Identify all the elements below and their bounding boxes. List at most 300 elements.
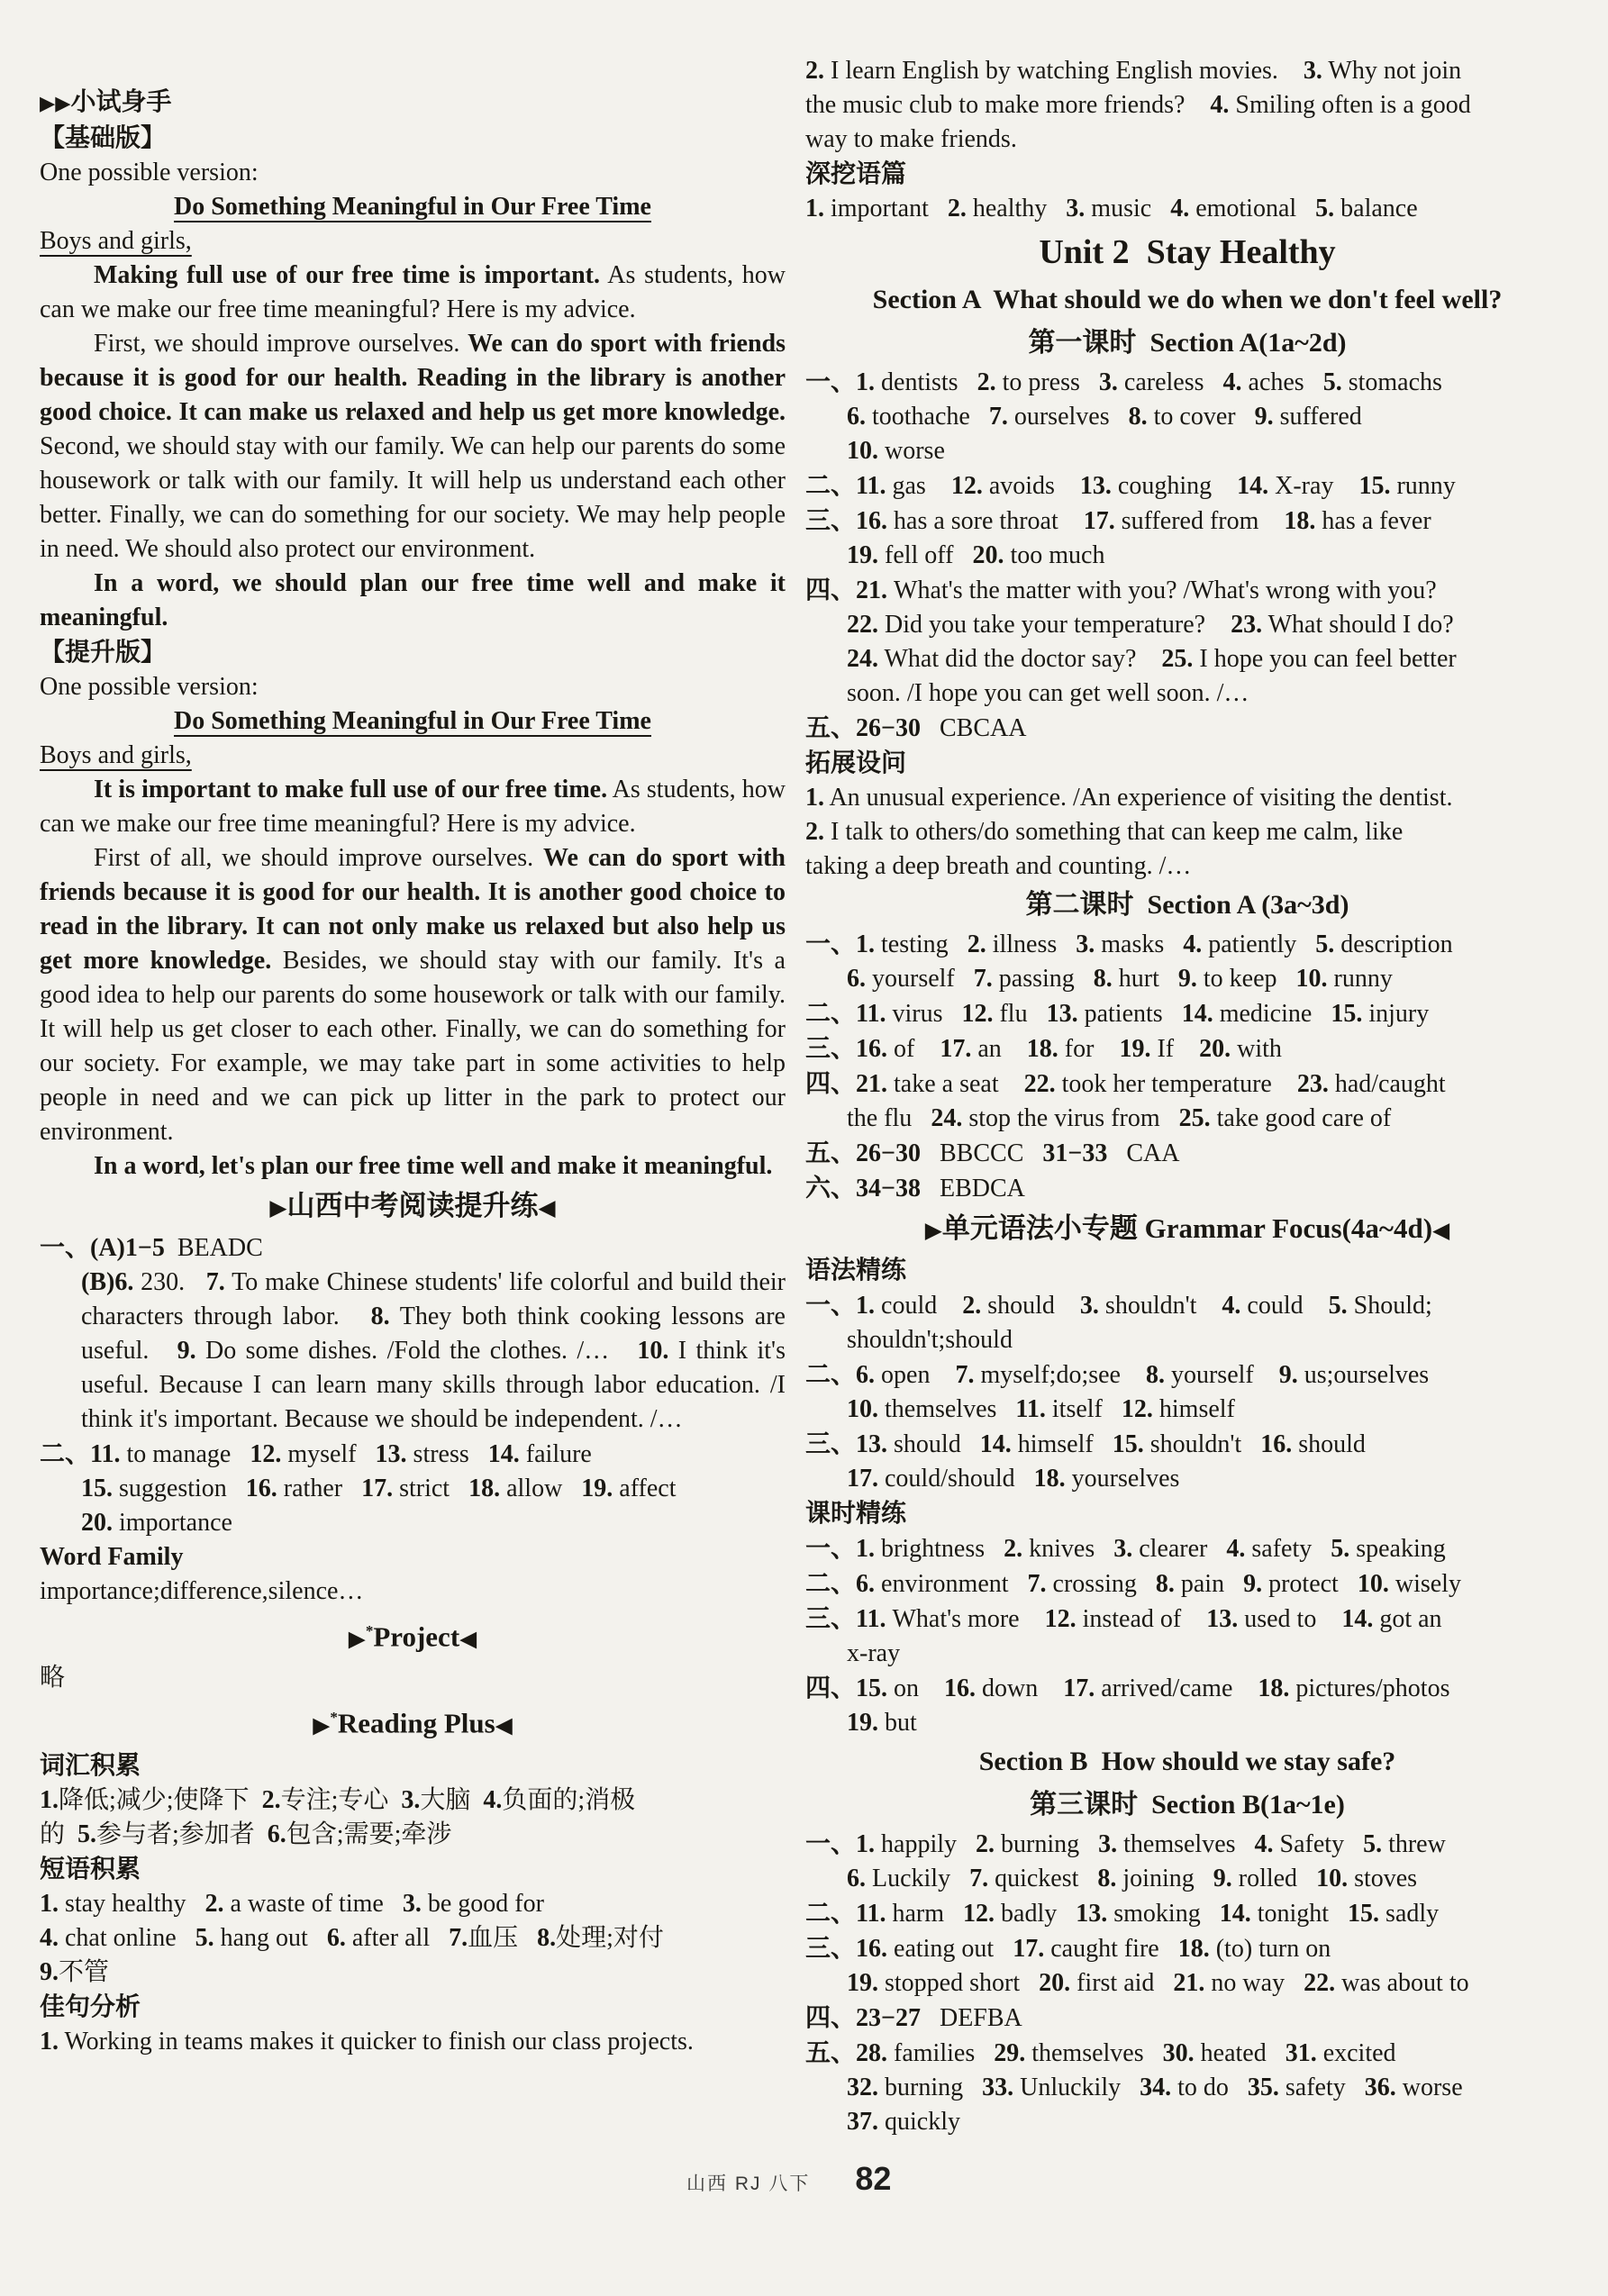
text-line [40, 1818, 786, 1852]
text-segment: 9. [1254, 403, 1274, 431]
text-segment: 2. [805, 57, 824, 85]
text-segment: They both think cooking lessons are useful. [81, 1302, 786, 1365]
text-segment: 9. [1177, 965, 1197, 993]
text-segment: 7. [955, 1361, 975, 1389]
text-segment: but [878, 1709, 917, 1737]
text-segment: 略 [40, 1664, 66, 1693]
text-segment: suffered [1273, 403, 1362, 431]
text-segment: 9. [1243, 1570, 1263, 1598]
text-segment: 12. [1044, 1605, 1077, 1633]
text-segment: for [1058, 1035, 1120, 1063]
text-segment: Second, we should stay with our family. We can help our parents do some housework or talk with our family. It will help us understand each other better. Finally, we can do something for our society. We may help people in need. We should also protect our environment. [40, 432, 786, 563]
text-segment: shouldn't [1143, 1430, 1261, 1458]
text-line [805, 1931, 1569, 1966]
text-line [805, 573, 1569, 608]
text-segment: should [887, 1430, 980, 1458]
essay-salutation [40, 739, 786, 773]
text-segment: 12. [250, 1440, 282, 1468]
text-line [805, 2105, 1569, 2139]
text-segment: smoking [1107, 1900, 1220, 1928]
text-segment: 6. [847, 965, 866, 993]
text-segment: 【基础版】 [40, 123, 167, 151]
text-segment: yourself [866, 965, 974, 993]
text-segment: 230. [133, 1268, 206, 1296]
text-line [40, 1472, 786, 1506]
text-segment: 三、 [805, 506, 857, 534]
text-segment: 一、 [40, 1233, 91, 1261]
text-segment: 26−30 [856, 1139, 921, 1167]
text-segment: coughing [1111, 472, 1238, 500]
text-segment: 3. [1079, 1292, 1099, 1320]
text-segment: An unusual experience. /An experience of visiting the dentist. [824, 784, 1453, 812]
triangle-marker-icon: ◀ [538, 1194, 556, 1221]
text-segment: As students, how can we make our free time meaningful? Here is my advice. [40, 261, 786, 323]
text-segment: yourselves [1065, 1465, 1180, 1493]
unit-title [805, 226, 1569, 278]
text-segment: 21. [1173, 1969, 1205, 1997]
text-segment: 处理;对付 [556, 1923, 664, 1952]
text-segment: 17. [1083, 507, 1115, 535]
text-segment: could/should [878, 1465, 1034, 1493]
triangle-marker-icon: ▶ [269, 1194, 287, 1221]
text-segment: 18. [1258, 1674, 1290, 1702]
text-segment: 5. [1331, 1535, 1350, 1563]
text-line [805, 1427, 1569, 1462]
text-segment: 佳句分析 [40, 1992, 141, 2020]
text-segment: 5. [1315, 930, 1335, 958]
text-segment: 17. [940, 1035, 972, 1063]
text-segment: 第一课时 [1028, 328, 1137, 358]
text-line [40, 1437, 786, 1472]
text-segment: 5. [1322, 368, 1342, 396]
text-line [40, 841, 786, 1149]
text-segment: caught fire [1044, 1935, 1178, 1963]
text-segment: healthy [966, 195, 1067, 222]
text-segment: 1. [40, 1785, 59, 1814]
heading-extension-questions [805, 746, 1569, 781]
text-line [40, 567, 786, 635]
text-segment: 2. [261, 1785, 281, 1814]
text-line [805, 1531, 1569, 1566]
text-segment: 第三课时 [1030, 1790, 1139, 1820]
text-segment: Do some dishes. /Fold the clothes. /… [195, 1337, 638, 1365]
text-segment: 32. [847, 2074, 878, 2101]
text-segment: 4. [483, 1785, 503, 1814]
text-segment: knives [1022, 1535, 1114, 1563]
text-segment: 13. [1206, 1605, 1239, 1633]
edition-label: 山西 RJ 八下 [686, 2173, 811, 2194]
text-segment: 7. [205, 1268, 225, 1296]
text-segment: Word Family [40, 1543, 184, 1571]
section-b-title [805, 1740, 1569, 1783]
heading-sentence-analysis [40, 1990, 786, 2025]
text-segment: Safety [1273, 1830, 1364, 1858]
text-segment: 一、 [805, 1534, 857, 1562]
text-line [805, 1171, 1569, 1206]
text-line [40, 1266, 786, 1437]
text-segment: passing [992, 965, 1094, 993]
text-segment: 13. [1079, 472, 1112, 500]
text-segment: 11. [1015, 1395, 1046, 1423]
text-segment: DEFBA [920, 2004, 1022, 2032]
text-segment: 18. [1284, 507, 1316, 535]
text-segment: 一、 [805, 368, 857, 395]
text-segment [1138, 1790, 1151, 1820]
text-segment: 6. [856, 1361, 876, 1389]
text-segment: Grammar Focus(4a~4d) [1144, 1212, 1433, 1244]
text-segment: 6. [856, 1570, 876, 1598]
text-line [805, 434, 1569, 468]
text-segment: stoves [1348, 1865, 1418, 1892]
text-segment: 山西中考阅读提升练 [286, 1190, 539, 1221]
text-segment: 3. [1076, 930, 1095, 958]
text-segment: 2. [1004, 1535, 1023, 1563]
text-segment: It is important to make full use of our free time. [94, 776, 608, 803]
text-segment: Reading Plus [337, 1707, 495, 1739]
text-segment: worse [1395, 2074, 1463, 2101]
text-segment: 短语积累 [40, 1854, 141, 1883]
text-segment: had/caught [1328, 1070, 1446, 1098]
text-segment: What should I do? [1262, 611, 1454, 639]
text-segment: hang out [213, 1923, 327, 1952]
text-segment: 15. [81, 1475, 113, 1502]
text-segment: 34. [1140, 2074, 1172, 2101]
heading-deep-dig-passage [805, 157, 1569, 192]
text-segment: 1. [805, 784, 824, 812]
text-line [805, 1288, 1569, 1323]
text-segment: (A)1−5 [90, 1234, 165, 1262]
text-segment: 16. [856, 1935, 888, 1963]
text-segment: 6. [326, 1923, 346, 1952]
text-segment: take a seat [887, 1070, 1024, 1098]
text-segment: 9. [1213, 1865, 1232, 1892]
text-segment: families [887, 2039, 995, 2067]
text-segment: 15. [1348, 1900, 1380, 1928]
text-segment: 1. [40, 2027, 59, 2056]
text-line [805, 711, 1569, 746]
text-segment: Project [373, 1620, 460, 1653]
text-line [805, 1602, 1569, 1637]
text-segment: patiently [1202, 930, 1316, 958]
text-line [40, 1887, 786, 1921]
text-segment: * [330, 1709, 338, 1727]
text-line [40, 773, 786, 841]
text-segment: brightness [875, 1535, 1004, 1563]
lesson-1-title [805, 322, 1569, 365]
text-segment: 拓展设问 [805, 749, 907, 776]
text-segment [1138, 1212, 1145, 1244]
text-segment: Boys and girls, [40, 741, 192, 769]
text-segment: 20. [1039, 1969, 1071, 1997]
text-segment: Working in teams makes it quicker to finish our class projects. [59, 2027, 694, 2056]
text-segment: myself;do;see [974, 1361, 1146, 1389]
text-segment: 8. [537, 1923, 557, 1952]
text-segment: dentists [875, 368, 977, 396]
text-segment: balance [1334, 195, 1418, 222]
text-segment: 三、 [805, 1604, 857, 1632]
text-segment: 14. [1341, 1605, 1374, 1633]
text-segment: 二、 [805, 1899, 857, 1927]
text-segment: failure [519, 1440, 592, 1468]
text-segment: 7. [988, 403, 1008, 431]
text-segment: 血压 [468, 1923, 538, 1952]
text-segment: Luckily [866, 1865, 970, 1892]
text-segment: 23−27 [856, 2004, 921, 2032]
text-segment: first aid [1070, 1969, 1174, 1997]
text-segment: quickly [878, 2108, 960, 2136]
text-segment: What did the doctor say? [878, 645, 1162, 673]
text-segment: 19. [1119, 1035, 1151, 1063]
text-segment: should [981, 1292, 1080, 1320]
triangle-marker-icon: ▶ [348, 1625, 366, 1652]
text-segment: First of all, we should improve ourselves. [94, 844, 544, 872]
text-segment: pain [1174, 1570, 1244, 1598]
text-segment: 三、 [805, 1034, 857, 1062]
text-segment: 9. [177, 1337, 196, 1365]
text-segment: Boys and girls, [40, 227, 192, 255]
text-segment: tonight [1250, 1900, 1349, 1928]
text-segment: 8. [1093, 965, 1113, 993]
text-line [40, 259, 786, 327]
text-segment: 11. [856, 1000, 886, 1028]
text-segment: 参与者;参加者 [96, 1820, 268, 1848]
text-segment: threw [1382, 1830, 1446, 1858]
text-segment: 二、 [805, 999, 857, 1027]
text-segment: worse [878, 437, 945, 465]
text-segment: Smiling often is a good [1229, 91, 1471, 119]
text-segment: 10. [1295, 965, 1328, 993]
text-segment: Why not join [1322, 57, 1462, 85]
text-segment: 7. [1027, 1570, 1047, 1598]
triangle-marker-icon: ▶▶ [40, 92, 71, 115]
text-segment: fell off [878, 541, 973, 569]
text-segment: 10. [1316, 1865, 1349, 1892]
text-segment: 1. [40, 1889, 59, 1918]
text-segment: themselves [1117, 1830, 1255, 1858]
text-segment: 5. [1363, 1830, 1383, 1858]
text-segment: of [887, 1035, 940, 1063]
left-column [40, 54, 786, 2139]
text-segment: stomachs [1341, 368, 1442, 396]
text-segment: 29. [994, 2039, 1026, 2067]
text-segment: soon. /I hope you can get well soon. /… [847, 679, 1249, 707]
text-line [805, 608, 1569, 642]
text-segment: masks [1095, 930, 1184, 958]
text-segment: got an [1373, 1605, 1442, 1633]
text-segment: 3. [1098, 368, 1118, 396]
text-segment: to cover [1147, 403, 1255, 431]
text-line [40, 2025, 786, 2059]
text-segment: 23. [1296, 1070, 1329, 1098]
text-segment: illness [986, 930, 1077, 958]
text-line [40, 1956, 786, 1990]
text-segment: 22. [1304, 1969, 1336, 1997]
text-segment: 4. [1183, 930, 1203, 958]
text-segment: toothache [866, 403, 989, 431]
text-segment: Did you take your temperature? [878, 611, 1231, 639]
text-segment: 包含;需要;牵涉 [286, 1820, 452, 1848]
text-segment: virus [886, 1000, 962, 1028]
text-line [805, 642, 1569, 676]
text-segment: emotional [1189, 195, 1316, 222]
text-segment: 六、 [805, 1174, 857, 1202]
text-segment: Unit 2 Stay Healthy [1039, 233, 1336, 271]
text-segment: 18. [468, 1475, 501, 1502]
text-segment: 6. [847, 403, 866, 431]
text-line [805, 1896, 1569, 1931]
text-segment: affect [613, 1475, 677, 1502]
text-segment: 16. [1260, 1430, 1293, 1458]
section-a-title [805, 278, 1569, 322]
text-line [805, 88, 1569, 123]
text-segment: has a sore throat [887, 507, 1084, 535]
text-segment: 8. [370, 1302, 390, 1330]
text-segment: Do Something Meaningful in Our Free Time [174, 707, 651, 735]
lesson-3-title [805, 1783, 1569, 1827]
text-segment: 13. [1046, 1000, 1078, 1028]
text-segment: 二、 [805, 1569, 857, 1597]
text-segment: 8. [1155, 1570, 1175, 1598]
text-segment: 11. [856, 1605, 886, 1633]
text-line [805, 1706, 1569, 1740]
text-segment: Do Something Meaningful in Our Free Time [174, 193, 651, 221]
text-segment: 20. [1199, 1035, 1231, 1063]
text-line [40, 1921, 786, 1956]
text-segment: avoids [982, 472, 1080, 500]
text-segment: I hope you can feel better [1193, 645, 1457, 673]
text-segment [1136, 328, 1149, 358]
text-segment: 16. [944, 1674, 977, 1702]
text-segment: happily [875, 1830, 977, 1858]
triangle-marker-icon: ◀ [1432, 1217, 1450, 1243]
text-segment: Section A (3a~3d) [1147, 890, 1349, 920]
heading-word-family [40, 1540, 786, 1575]
text-line [40, 1149, 786, 1184]
text-segment: 30. [1162, 2039, 1195, 2067]
text-segment: 16. [856, 1035, 888, 1063]
text-segment: 3. [401, 1785, 421, 1814]
text-segment: If [1150, 1035, 1200, 1063]
text-segment: injury [1362, 1000, 1430, 1028]
text-segment: 19. [847, 1709, 878, 1737]
text-segment: We can do sport with friends because it is good for our health. It is another good choice to read in the library. It can not only make us relaxed but also help us get more knowledge. [40, 844, 786, 975]
text-segment: patients [1077, 1000, 1182, 1028]
text-segment: 37. [847, 2108, 878, 2136]
text-segment: Making full use of our free time is important. [94, 261, 600, 289]
text-line [805, 1031, 1569, 1066]
text-segment: to keep [1196, 965, 1296, 993]
text-segment: 10. [1357, 1570, 1389, 1598]
text-segment: 16. [856, 507, 888, 535]
heading-advanced-version [40, 635, 786, 670]
text-segment: 13. [375, 1440, 407, 1468]
text-segment: protect [1262, 1570, 1358, 1598]
text-segment: has a fever [1315, 507, 1431, 535]
text-segment: 四、 [805, 1069, 857, 1097]
text-segment: 14. [1219, 1900, 1251, 1928]
text-segment: burning [878, 2074, 983, 2101]
text-segment: 24. [931, 1104, 963, 1132]
text-segment: 五、 [805, 713, 857, 741]
text-segment: 23. [1231, 611, 1263, 639]
text-segment: chat online [59, 1923, 195, 1952]
text-segment: 2. [962, 1292, 982, 1320]
text-segment: 四、 [805, 2003, 857, 2031]
text-segment: 19. [581, 1475, 613, 1502]
text-segment: One possible version: [40, 673, 259, 701]
text-segment: BEADC [164, 1234, 263, 1262]
text-segment: 10. [847, 437, 878, 465]
text-segment: shouldn't;should [847, 1326, 1013, 1354]
text-segment: 17. [847, 1465, 878, 1493]
text-line [805, 504, 1569, 539]
text-segment: BBCCC [920, 1139, 1043, 1167]
text-segment: on [887, 1674, 945, 1702]
text-segment: 8. [1128, 403, 1148, 431]
text-segment: took her temperature [1055, 1070, 1297, 1098]
text-segment: 一、 [805, 1829, 857, 1857]
text-segment: 2. [805, 818, 824, 846]
text-segment: 25. [1178, 1104, 1211, 1132]
text-segment: ourselves [1007, 403, 1129, 431]
text-segment: 35. [1247, 2074, 1279, 2101]
text-segment: 小试身手 [70, 87, 172, 115]
text-segment: pictures/photos [1289, 1674, 1450, 1702]
text-line [805, 781, 1569, 815]
text-segment: used to [1238, 1605, 1342, 1633]
text-line [805, 962, 1569, 996]
text-line [40, 1575, 786, 1609]
heading-shanxi-reading [40, 1184, 786, 1230]
text-segment: 深挖语篇 [805, 159, 907, 187]
text-segment: sadly [1379, 1900, 1440, 1928]
text-segment: 20. [972, 541, 1004, 569]
text-segment: 17. [1013, 1935, 1045, 1963]
text-line [805, 927, 1569, 962]
text-segment: runny [1327, 965, 1393, 993]
text-segment: 12. [950, 472, 983, 500]
text-line [805, 54, 1569, 88]
text-segment: 4. [1222, 368, 1242, 396]
text-segment: strict [393, 1475, 469, 1502]
text-segment: hurt [1112, 965, 1178, 993]
text-segment: 4. [1170, 195, 1190, 222]
text-segment: an [971, 1035, 1027, 1063]
text-segment: 13. [856, 1430, 888, 1458]
text-segment: 12. [1121, 1395, 1153, 1423]
text-segment: 二、 [805, 1360, 857, 1388]
text-segment: 5. [1315, 195, 1335, 222]
text-line [805, 365, 1569, 400]
text-line [40, 670, 786, 704]
text-segment: heated [1194, 2039, 1285, 2067]
text-segment: stopped short [878, 1969, 1040, 1997]
text-segment: 2. [204, 1889, 224, 1918]
text-segment: gas [886, 472, 951, 500]
text-segment: aches [1241, 368, 1323, 396]
text-segment: eating out [887, 1935, 1013, 1963]
text-segment: environment [875, 1570, 1028, 1598]
text-segment: 10. [637, 1337, 669, 1365]
text-segment: crossing [1046, 1570, 1156, 1598]
text-line [805, 539, 1569, 573]
text-segment: 31. [1285, 2039, 1317, 2067]
triangle-marker-icon: ◀ [495, 1711, 513, 1738]
text-segment: 7. [973, 965, 993, 993]
text-segment: themselves [878, 1395, 1016, 1423]
text-line [805, 2001, 1569, 2036]
text-line [40, 156, 786, 190]
